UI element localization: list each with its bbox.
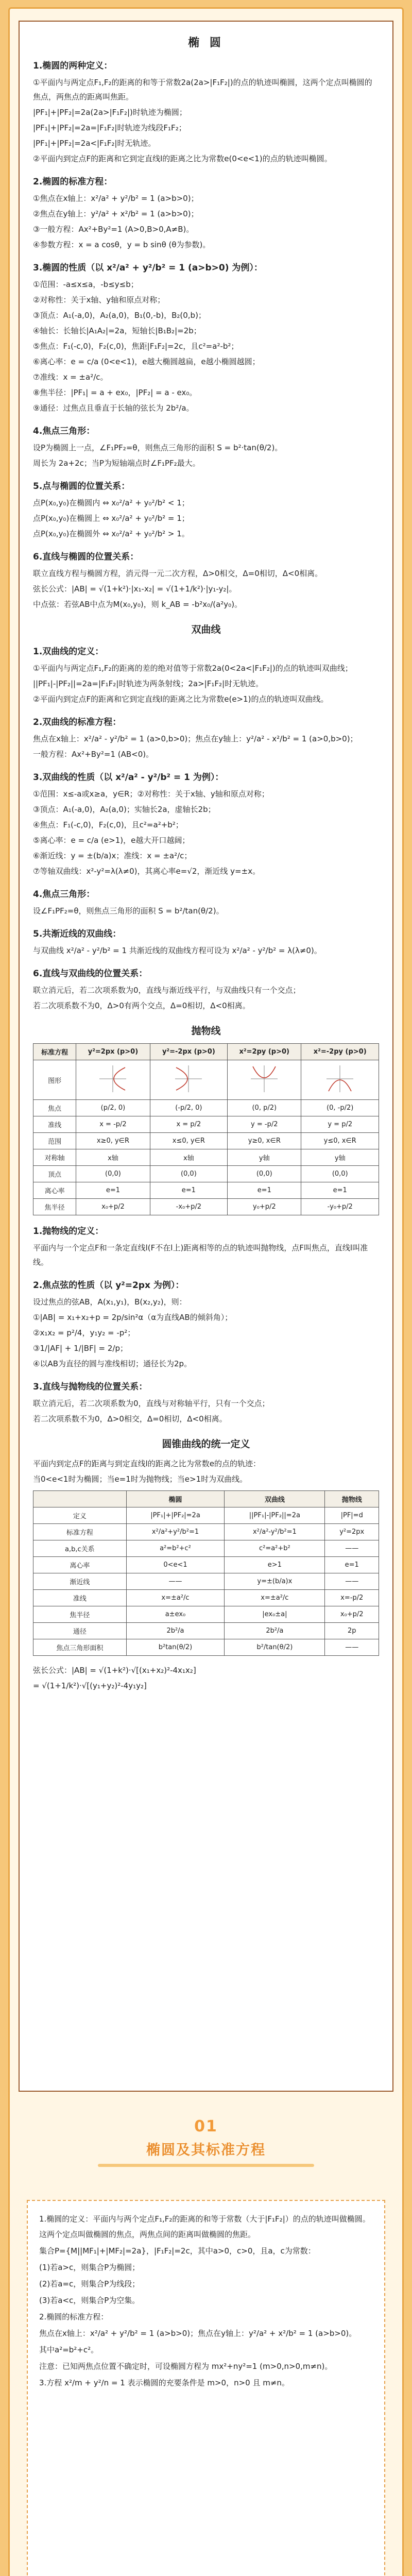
section-heading: 1.抛物线的定义： <box>33 1226 104 1236</box>
table-cell: -x₀+p/2 <box>150 1199 227 1215</box>
text-line: ⑥离心率：e = c/a (0<e<1)，e越大椭圆越扁，e越小椭圆越圆； <box>33 357 260 366</box>
parabola-graph-icon <box>249 1063 280 1094</box>
section-heading: 6.直线与椭圆的位置关系： <box>33 552 139 562</box>
section-heading: 1.椭圆的两种定义： <box>33 61 113 71</box>
table-cell: 焦半径 <box>33 1199 76 1215</box>
text-line: ④以AB为直径的圆与准线相切；通径长为2p。 <box>33 1359 192 1368</box>
table-cell: x=±a²/c <box>225 1590 325 1606</box>
table-cell: —— <box>126 1573 225 1590</box>
text-line: 焦点在x轴上：x²/a² + y²/b² = 1 (a>b>0)；焦点在y轴上：y²/a² + x²/b² = 1 (a>b>0)。 <box>39 2329 357 2338</box>
text-line: 一般方程：Ax²+By²=1 (AB<0)。 <box>33 750 154 759</box>
text-line: 周长为 2a+2c；当P为短轴端点时∠F₁PF₂最大。 <box>33 459 200 468</box>
text-line: (1)若a>c，则集合P为椭圆； <box>39 2263 140 2272</box>
table-header: y²=2px (p>0) <box>76 1044 150 1060</box>
parabola-graph-icon <box>173 1063 204 1094</box>
text-line: 若二次项系数不为0，Δ>0有两个交点，Δ=0相切，Δ<0相离。 <box>33 1001 250 1010</box>
table-row <box>33 1133 379 1149</box>
text-line: ②对称性：关于x轴、y轴和原点对称； <box>33 295 165 304</box>
table-cell <box>76 1060 150 1100</box>
table-header <box>33 1491 127 1507</box>
notes-title: 椭 圆 <box>188 37 224 49</box>
table-cell: x₀+p/2 <box>76 1199 150 1215</box>
table-cell: c²=a²+b² <box>225 1540 325 1557</box>
table-cell: x=-p/2 <box>325 1590 379 1606</box>
text-line: 联立消元后，若二次项系数为0，直线与对称轴平行，只有一个交点； <box>33 1399 270 1408</box>
text-line: (2)若a=c，则集合P为线段； <box>39 2279 140 2289</box>
table-cell: x = -p/2 <box>76 1116 150 1133</box>
text-line: ②平面内到定点F的距离和它到定直线l的距离之比为常数e(e>1)的点的轨迹叫双曲线。 <box>33 694 329 704</box>
section-heading: 2.焦点弦的性质（以 y²=2px 为例）： <box>33 1280 184 1291</box>
text-line: 1.椭圆的定义：平面内与两个定点F₁,F₂的距离的和等于常数（大于|F₁F₂|）的点的轨迹叫做椭圆。这两个定点叫做椭圆的焦点，两焦点间的距离叫做椭圆的焦距。 <box>39 2214 370 2239</box>
section-heading: 4.焦点三角形： <box>33 426 95 436</box>
text-line: ⑥渐近线：y = ±(b/a)x；准线：x = ±a²/c； <box>33 851 192 860</box>
table-row <box>33 1060 379 1100</box>
text-line: |PF₁|+|PF₂|=2a=|F₁F₂|时轨迹为线段F₁F₂； <box>33 123 186 132</box>
text-line: 设过焦点的弦AB，A(x₁,y₁)，B(x₂,y₂)，则： <box>33 1297 187 1307</box>
table-row <box>33 1116 379 1133</box>
text-line: 平面内与一个定点F和一条定直线l(F不在l上)距离相等的点的轨迹叫抛物线，点F叫焦点，直线l叫准线。 <box>33 1243 368 1267</box>
text-line: 注意：已知两焦点位置不确定时，可设椭圆方程为 mx²+ny²=1 (m>0,n>0,m≠n)。 <box>39 2362 333 2371</box>
text-line: ①范围：-a≤x≤a，-b≤y≤b； <box>33 280 139 289</box>
table-cell: 定义 <box>33 1507 127 1524</box>
table-cell: 离心率 <box>33 1557 127 1573</box>
text-line: 当0<e<1时为椭圆；当e=1时为抛物线；当e>1时为双曲线。 <box>33 1475 248 1484</box>
section1-lines <box>39 2211 373 2391</box>
table-cell: a±ex₀ <box>126 1606 225 1623</box>
table-cell: 渐近线 <box>33 1573 127 1590</box>
text-line: ③顶点：A₁(-a,0)，A₂(a,0)，B₁(0,-b)，B₂(0,b)； <box>33 311 206 320</box>
text-line: |PF₁|+|PF₂|=2a<|F₁F₂|时无轨迹。 <box>33 139 156 148</box>
parabola-title: 抛物线 <box>191 1025 221 1037</box>
table-cell: y轴 <box>301 1149 379 1166</box>
table-cell: b²/tan(θ/2) <box>225 1639 325 1656</box>
table-cell: 离心率 <box>33 1182 76 1199</box>
text-line: 弦长公式：|AB| = √(1+k²)·√[(x₁+x₂)²-4x₁x₂] <box>33 1666 196 1675</box>
text-line: 与双曲线 x²/a² - y²/b² = 1 共渐近线的双曲线方程可设为 x²/a² - y²/b² = λ(λ≠0)。 <box>33 946 322 955</box>
table-cell: 准线 <box>33 1590 127 1606</box>
table-cell: 图形 <box>33 1060 76 1100</box>
text-line: 中点弦：若弦AB中点为M(x₀,y₀)，则 k_AB = -b²x₀/(a²y₀)。 <box>33 600 243 609</box>
table-cell: —— <box>325 1540 379 1557</box>
table-cell: y²=2px <box>325 1524 379 1540</box>
table-row <box>33 1199 379 1215</box>
table-cell: ||PF₁|-|PF₂||=2a <box>225 1507 325 1524</box>
table-cell: —— <box>325 1573 379 1590</box>
table-header: 椭圆 <box>126 1491 225 1507</box>
section-number: 01 <box>194 2117 218 2136</box>
text-line: ③一般方程：Ax²+By²=1 (A>0,B>0,A≠B)。 <box>33 225 194 234</box>
table-cell: y≤0, x∈R <box>301 1133 379 1149</box>
notes-card <box>19 21 393 2092</box>
table-cell: y≥0, x∈R <box>228 1133 301 1149</box>
table-cell: a,b,c关系 <box>33 1540 127 1557</box>
compare-table <box>33 1490 379 1656</box>
hyperbola-title: 双曲线 <box>191 624 221 635</box>
table-header: x²=-2py (p>0) <box>301 1044 379 1060</box>
table-cell: 通径 <box>33 1623 127 1639</box>
text-line: 3.方程 x²/m + y²/n = 1 表示椭圆的充要条件是 m>0，n>0 且 m≠n。 <box>39 2378 289 2387</box>
table-cell: 2p <box>325 1623 379 1639</box>
text-line: 若二次项系数不为0，Δ>0相交，Δ=0相切，Δ<0相离。 <box>33 1414 227 1423</box>
text-line: ①平面内与两定点F₁,F₂的距离的和等于常数2a(2a>|F₁F₂|)的点的轨迹叫椭圆，这两个定点叫椭圆的焦点，两焦点的距离叫焦距。 <box>33 78 372 101</box>
table-cell: y₀+p/2 <box>228 1199 301 1215</box>
table-cell: |PF|=d <box>325 1507 379 1524</box>
text-line: 焦点在x轴上：x²/a² - y²/b² = 1 (a>0,b>0)；焦点在y轴上：y²/a² - x²/b² = 1 (a>0,b>0)； <box>33 734 358 743</box>
table-cell: 0<e<1 <box>126 1557 225 1573</box>
tail-lines <box>33 1663 379 1693</box>
text-line: ④轴长：长轴长|A₁A₂|=2a，短轴长|B₁B₂|=2b； <box>33 326 201 335</box>
table-cell: y=±(b/a)x <box>225 1573 325 1590</box>
table-cell: (0, p/2) <box>228 1100 301 1116</box>
text-line: ②焦点在y轴上：y²/a² + x²/b² = 1 (a>b>0)； <box>33 209 199 218</box>
table-cell: (p/2, 0) <box>76 1100 150 1116</box>
table-row <box>33 1540 379 1557</box>
table-cell <box>301 1060 379 1100</box>
text-line: 设∠F₁PF₂=θ，则焦点三角形的面积 S = b²/tan(θ/2)。 <box>33 906 224 916</box>
table-cell: 范围 <box>33 1133 76 1149</box>
table-cell: b²tan(θ/2) <box>126 1639 225 1656</box>
text-line: 联立直线方程与椭圆方程，消元得一元二次方程，Δ>0相交，Δ=0相切，Δ<0相离。 <box>33 569 323 578</box>
table-cell: x轴 <box>150 1149 227 1166</box>
table-cell: 准线 <box>33 1116 76 1133</box>
table-row <box>33 1507 379 1524</box>
table-cell: (0,0) <box>228 1166 301 1182</box>
text-line: ③顶点：A₁(-a,0)，A₂(a,0)；实轴长2a，虚轴长2b； <box>33 805 216 814</box>
section-heading: 3.双曲线的性质（以 x²/a² - y²/b² = 1 为例）： <box>33 772 224 783</box>
parabola-sections <box>33 1224 379 1426</box>
text-line: = √(1+1/k²)·√[(y₁+y₂)²-4y₁y₂] <box>33 1681 147 1690</box>
table-cell: x≥0, y∈R <box>76 1133 150 1149</box>
table-cell: (0,0) <box>76 1166 150 1182</box>
table-header: 标准方程 <box>33 1044 76 1060</box>
section-heading: 3.直线与抛物线的位置关系： <box>33 1382 148 1392</box>
table-cell <box>150 1060 227 1100</box>
text-line: 其中a²=b²+c²。 <box>39 2345 99 2354</box>
table-cell: 2b²/a <box>225 1623 325 1639</box>
table-row <box>33 1524 379 1540</box>
table-cell: a²=b²+c² <box>126 1540 225 1557</box>
parabola-graph-icon <box>97 1063 128 1094</box>
table-cell: x = p/2 <box>150 1116 227 1133</box>
table-cell: (-p/2, 0) <box>150 1100 227 1116</box>
section-heading: 4.焦点三角形： <box>33 889 95 900</box>
text-line: 点P(x₀,y₀)在椭圆内 ⇔ x₀²/a² + y₀²/b² < 1； <box>33 498 190 507</box>
table-cell: x=±a²/c <box>126 1590 225 1606</box>
table-cell: e=1 <box>228 1182 301 1199</box>
text-line: ②平面内到定点F的距离和它到定直线l的距离之比为常数e(0<e<1)的点的轨迹叫椭圆。 <box>33 154 332 163</box>
table-row <box>33 1590 379 1606</box>
text-line: ⑦等轴双曲线：x²-y²=λ(λ≠0)，其离心率e=√2，渐近线 y=±x。 <box>33 867 261 876</box>
section-name: 椭圆及其标准方程 <box>146 2142 266 2158</box>
text-line: (3)若a<c，则集合P为空集。 <box>39 2296 140 2305</box>
table-cell: x≤0, y∈R <box>150 1133 227 1149</box>
text-line: ①|AB| = x₁+x₂+p = 2p/sin²α（α为直线AB的倾斜角）； <box>33 1313 233 1322</box>
section-heading: 2.椭圆的标准方程： <box>33 177 113 187</box>
table-header: y²=-2px (p>0) <box>150 1044 227 1060</box>
table-cell: 焦点三角形面积 <box>33 1639 127 1656</box>
table-cell: —— <box>325 1639 379 1656</box>
text-line: ①范围：x≤-a或x≥a，y∈R；②对称性：关于x轴、y轴和原点对称； <box>33 789 269 799</box>
text-line: 设P为椭圆上一点，∠F₁PF₂=θ，则焦点三角形的面积 S = b²·tan(θ/2)。 <box>33 443 283 452</box>
table-cell: 2b²/a <box>126 1623 225 1639</box>
table-row <box>33 1149 379 1166</box>
text-line: ⑧焦半径：|PF₁| = a + ex₀，|PF₂| = a - ex₀。 <box>33 388 197 397</box>
text-line: 联立消元后，若二次项系数为0，直线与渐近线平行，与双曲线只有一个交点； <box>33 986 301 995</box>
table-cell: (0,0) <box>301 1166 379 1182</box>
table-cell: y = p/2 <box>301 1116 379 1133</box>
text-line: ||PF₁|-|PF₂||=2a=|F₁F₂|时轨迹为两条射线；2a>|F₁F₂|时无轨迹。 <box>33 679 264 688</box>
text-line: ④焦点：F₁(-c,0)，F₂(c,0)，且c²=a²+b²； <box>33 820 183 829</box>
text-line: 集合P={M||MF₁|+|MF₂|=2a}，|F₁F₂|=2c，其中a>0，c>0，且a，c为常数： <box>39 2246 316 2256</box>
parabola-table <box>33 1043 379 1215</box>
text-line: ⑤离心率：e = c/a (e>1)，e越大开口越阔； <box>33 836 190 845</box>
table-cell: x₀+p/2 <box>325 1606 379 1623</box>
table-row <box>33 1166 379 1182</box>
table-cell: e=1 <box>76 1182 150 1199</box>
section-heading: 5.共渐近线的双曲线： <box>33 929 122 939</box>
section1-card <box>27 2200 385 2576</box>
table-row <box>33 1606 379 1623</box>
text-line: ②x₁x₂ = p²/4，y₁y₂ = -p²； <box>33 1328 135 1337</box>
compare-lines <box>33 1456 379 1486</box>
hyperbola-sections <box>33 644 379 1013</box>
table-cell: e=1 <box>325 1557 379 1573</box>
table-cell: e=1 <box>301 1182 379 1199</box>
text-line: ④参数方程：x = a cosθ，y = b sinθ (θ为参数)。 <box>33 240 211 249</box>
table-cell: x²/a²+y²/b²=1 <box>126 1524 225 1540</box>
table-cell: x²/a²-y²/b²=1 <box>225 1524 325 1540</box>
table-cell: y轴 <box>228 1149 301 1166</box>
table-cell: |PF₁|+|PF₂|=2a <box>126 1507 225 1524</box>
table-cell <box>228 1060 301 1100</box>
table-header: 抛物线 <box>325 1491 379 1507</box>
text-line: 点P(x₀,y₀)在椭圆上 ⇔ x₀²/a² + y₀²/b² = 1； <box>33 514 190 523</box>
text-line: 弦长公式：|AB| = √(1+k²)·|x₁-x₂| = √(1+1/k²)·|y₁-y₂|。 <box>33 584 237 594</box>
section-header-01 <box>0 2117 412 2167</box>
ellipse-sections <box>33 58 379 612</box>
text-line: ①焦点在x轴上：x²/a² + y²/b² = 1 (a>b>0)； <box>33 194 199 203</box>
table-row <box>33 1639 379 1656</box>
text-line: ①平面内与两定点F₁,F₂的距离的差的绝对值等于常数2a(0<2a<|F₁F₂|)的点的轨迹叫双曲线； <box>33 664 353 673</box>
parabola-graph-icon <box>324 1063 355 1094</box>
text-line: ⑨通径：过焦点且垂直于长轴的弦长为 2b²/a。 <box>33 403 194 413</box>
table-cell: -y₀+p/2 <box>301 1199 379 1215</box>
table-row <box>33 1557 379 1573</box>
text-line: ③1/|AF| + 1/|BF| = 2/p； <box>33 1344 128 1353</box>
section-heading: 2.双曲线的标准方程： <box>33 717 122 727</box>
section-underline <box>98 2164 314 2167</box>
table-header: 双曲线 <box>225 1491 325 1507</box>
section-heading: 3.椭圆的性质（以 x²/a² + y²/b² = 1 (a>b>0) 为例）： <box>33 263 263 273</box>
table-cell: (0, -p/2) <box>301 1100 379 1116</box>
section-heading: 1.双曲线的定义： <box>33 647 104 657</box>
text-line: |PF₁|+|PF₂|=2a(2a>|F₁F₂|)时轨迹为椭圆； <box>33 108 187 117</box>
table-cell: x轴 <box>76 1149 150 1166</box>
table-row <box>33 1100 379 1116</box>
text-line: 2.椭圆的标准方程： <box>39 2312 109 2321</box>
table-cell: e>1 <box>225 1557 325 1573</box>
table-cell: 标准方程 <box>33 1524 127 1540</box>
table-cell: y = -p/2 <box>228 1116 301 1133</box>
text-line: 点P(x₀,y₀)在椭圆外 ⇔ x₀²/a² + y₀²/b² > 1。 <box>33 529 190 538</box>
table-cell: 顶点 <box>33 1166 76 1182</box>
compare-title: 圆锥曲线的统一定义 <box>162 1438 250 1450</box>
text-line: 平面内到定点F的距离与到定直线l的距离之比为常数e的点的轨迹： <box>33 1459 261 1468</box>
table-cell: 焦点 <box>33 1100 76 1116</box>
table-header: x²=2py (p>0) <box>228 1044 301 1060</box>
table-cell: 焦半径 <box>33 1606 127 1623</box>
table-cell: 对称轴 <box>33 1149 76 1166</box>
table-cell: (0,0) <box>150 1166 227 1182</box>
section-heading: 5.点与椭圆的位置关系： <box>33 481 130 492</box>
table-row <box>33 1182 379 1199</box>
table-row <box>33 1573 379 1590</box>
text-line: ⑤焦点：F₁(-c,0)，F₂(c,0)，焦距|F₁F₂|=2c，且c²=a²-b²； <box>33 342 239 351</box>
text-line: ⑦准线：x = ±a²/c。 <box>33 372 108 382</box>
section-heading: 6.直线与双曲线的位置关系： <box>33 969 148 979</box>
table-row <box>33 1623 379 1639</box>
table-cell: e=1 <box>150 1182 227 1199</box>
table-cell: |ex₀±a| <box>225 1606 325 1623</box>
